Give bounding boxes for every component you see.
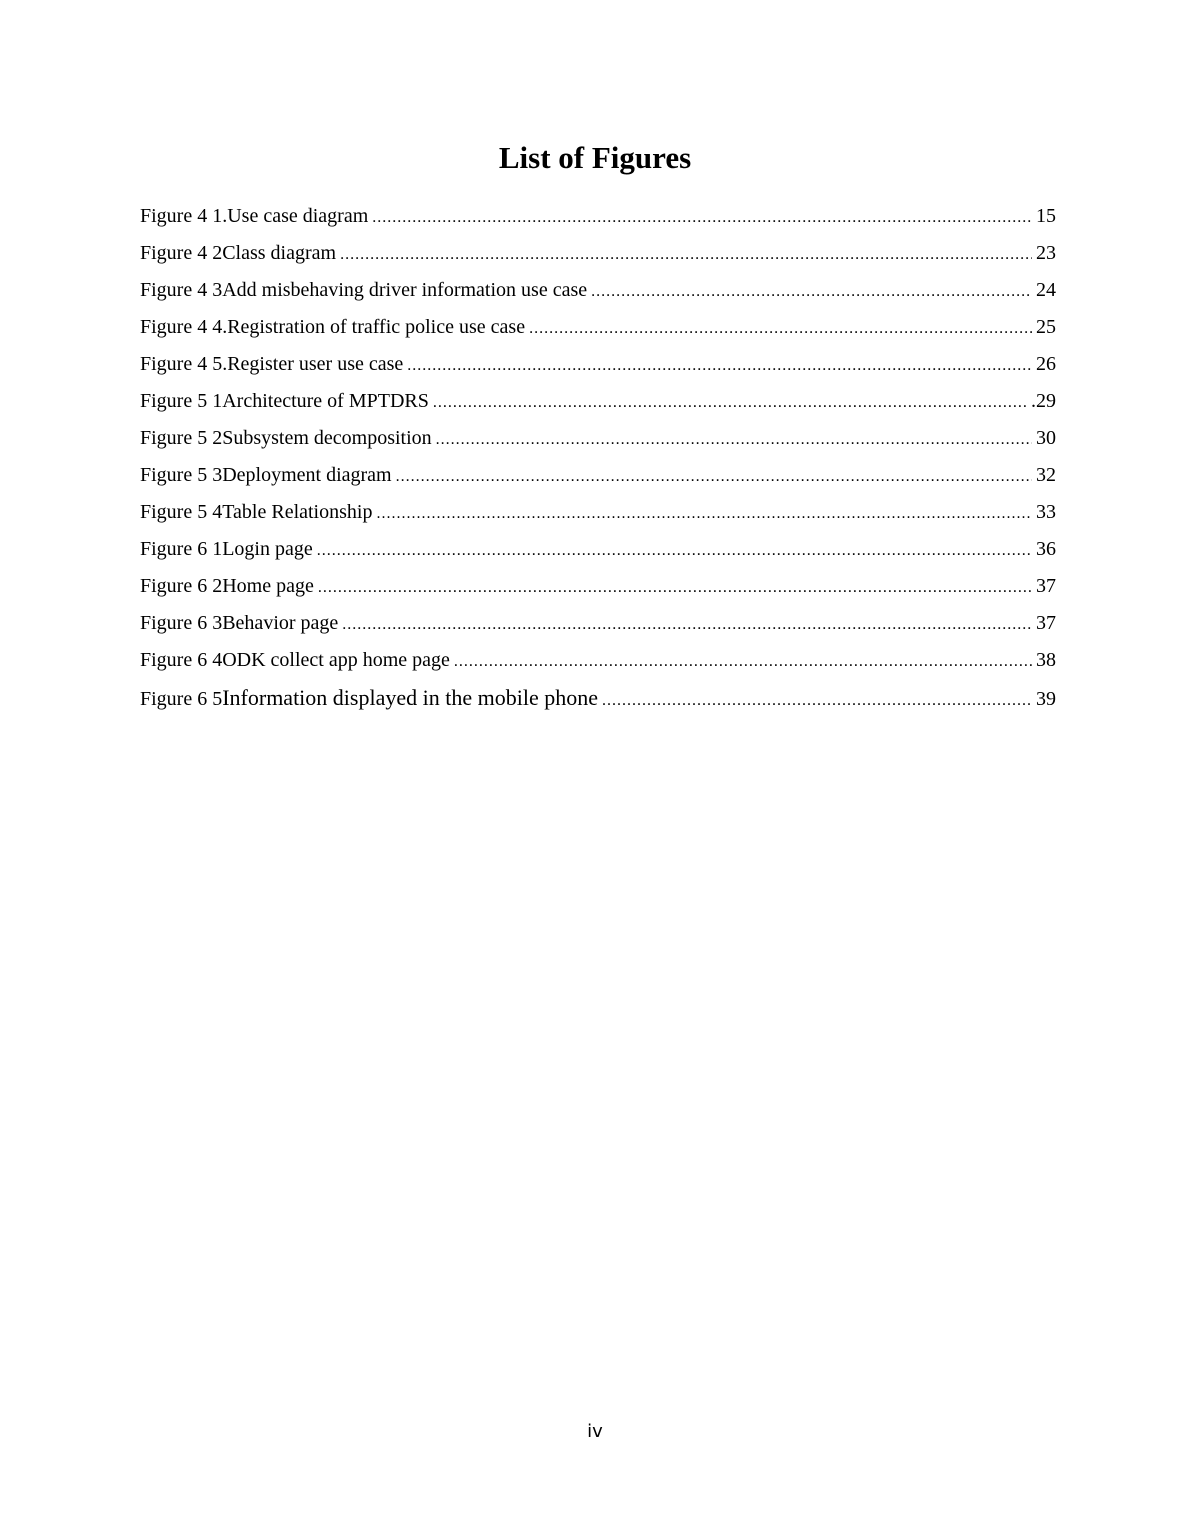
toc-entry-label: Figure 5 3	[140, 464, 223, 486]
dot-leader	[591, 273, 1032, 310]
toc-entry-caption: Architecture of MPTDRS	[222, 390, 429, 412]
toc-entry-label: Figure 4 4.	[140, 316, 228, 338]
toc-entry-label: Figure 5 2	[140, 427, 223, 449]
toc-entry[interactable]	[140, 272, 1056, 309]
toc-entry-caption: Use case diagram	[227, 205, 369, 227]
toc-entry[interactable]	[140, 309, 1056, 346]
toc-entry-page: 25	[1036, 316, 1056, 338]
toc-entry[interactable]	[140, 198, 1056, 235]
toc-entry[interactable]	[140, 383, 1056, 420]
toc-entry-label: Figure 6 3	[140, 612, 223, 634]
figure-list	[140, 198, 1056, 716]
dot-leader	[376, 495, 1032, 532]
toc-entry-caption: Login page	[222, 538, 313, 560]
toc-entry-caption: Registration of traffic police use case	[227, 316, 526, 338]
dot-leader	[436, 421, 1032, 458]
toc-entry-page: 15	[1036, 205, 1056, 227]
toc-entry-label: Figure 5 1	[140, 390, 223, 412]
toc-entry[interactable]	[140, 346, 1056, 383]
dot-leader	[396, 458, 1032, 495]
toc-entry-label: Figure 6 1	[140, 538, 223, 560]
dot-leader	[372, 199, 1032, 236]
toc-entry-page: 36	[1036, 538, 1056, 560]
dot-leader	[317, 532, 1032, 569]
toc-entry-caption: Subsystem decomposition	[222, 427, 432, 449]
toc-entry[interactable]	[140, 531, 1056, 568]
toc-entry-page: 39	[1036, 688, 1056, 710]
toc-entry-caption: ODK collect app home page	[222, 649, 450, 671]
toc-entry-label: Figure 6 5	[140, 688, 223, 710]
toc-entry-page: 30	[1036, 427, 1056, 449]
page-title: List of Figures	[498, 140, 692, 175]
toc-entry-page: 32	[1036, 464, 1056, 486]
dot-leader	[318, 569, 1032, 606]
toc-entry[interactable]	[140, 457, 1056, 494]
toc-entry-caption: Information displayed in the mobile phone	[222, 685, 598, 710]
toc-entry-label: Figure 4 1.	[140, 205, 228, 227]
toc-entry-label: Figure 6 2	[140, 575, 223, 597]
toc-entry-caption: Class diagram	[222, 242, 337, 264]
toc-entry-caption: Add misbehaving driver information use case	[222, 279, 588, 301]
toc-entry[interactable]	[140, 679, 1056, 716]
dot-leader	[454, 643, 1032, 680]
dot-leader	[342, 606, 1032, 643]
toc-entry-label: Figure 6 4	[140, 649, 223, 671]
toc-entry[interactable]	[140, 605, 1056, 642]
toc-entry-page: 24	[1036, 279, 1056, 301]
toc-entry-page: 38	[1036, 649, 1056, 671]
toc-entry-caption: Behavior page	[222, 612, 339, 634]
toc-entry-label: Figure 4 2	[140, 242, 223, 264]
toc-entry-caption: Home page	[222, 575, 314, 597]
toc-entry-page: 37	[1036, 575, 1056, 597]
toc-entry-caption: Table Relationship	[222, 501, 373, 523]
dot-leader	[602, 682, 1032, 719]
toc-entry-label: Figure 4 3	[140, 279, 223, 301]
toc-entry[interactable]	[140, 642, 1056, 679]
page-number: iv	[587, 1421, 603, 1442]
toc-entry-page: 37	[1036, 612, 1056, 634]
toc-entry-label: Figure 4 5.	[140, 353, 228, 375]
toc-entry[interactable]	[140, 235, 1056, 272]
dot-leader	[529, 310, 1032, 347]
dot-leader	[433, 384, 1027, 421]
toc-entry[interactable]	[140, 420, 1056, 457]
dot-leader	[407, 347, 1032, 384]
toc-entry-page: 33	[1036, 501, 1056, 523]
toc-entry[interactable]	[140, 568, 1056, 605]
toc-entry-page: 23	[1036, 242, 1056, 264]
toc-entry-label: Figure 5 4	[140, 501, 223, 523]
toc-entry-caption: Deployment diagram	[222, 464, 392, 486]
dot-leader	[340, 236, 1032, 273]
toc-entry[interactable]	[140, 494, 1056, 531]
toc-entry-page: .29	[1031, 390, 1056, 412]
toc-entry-page: 26	[1036, 353, 1056, 375]
toc-entry-caption: Register user use case	[227, 353, 404, 375]
